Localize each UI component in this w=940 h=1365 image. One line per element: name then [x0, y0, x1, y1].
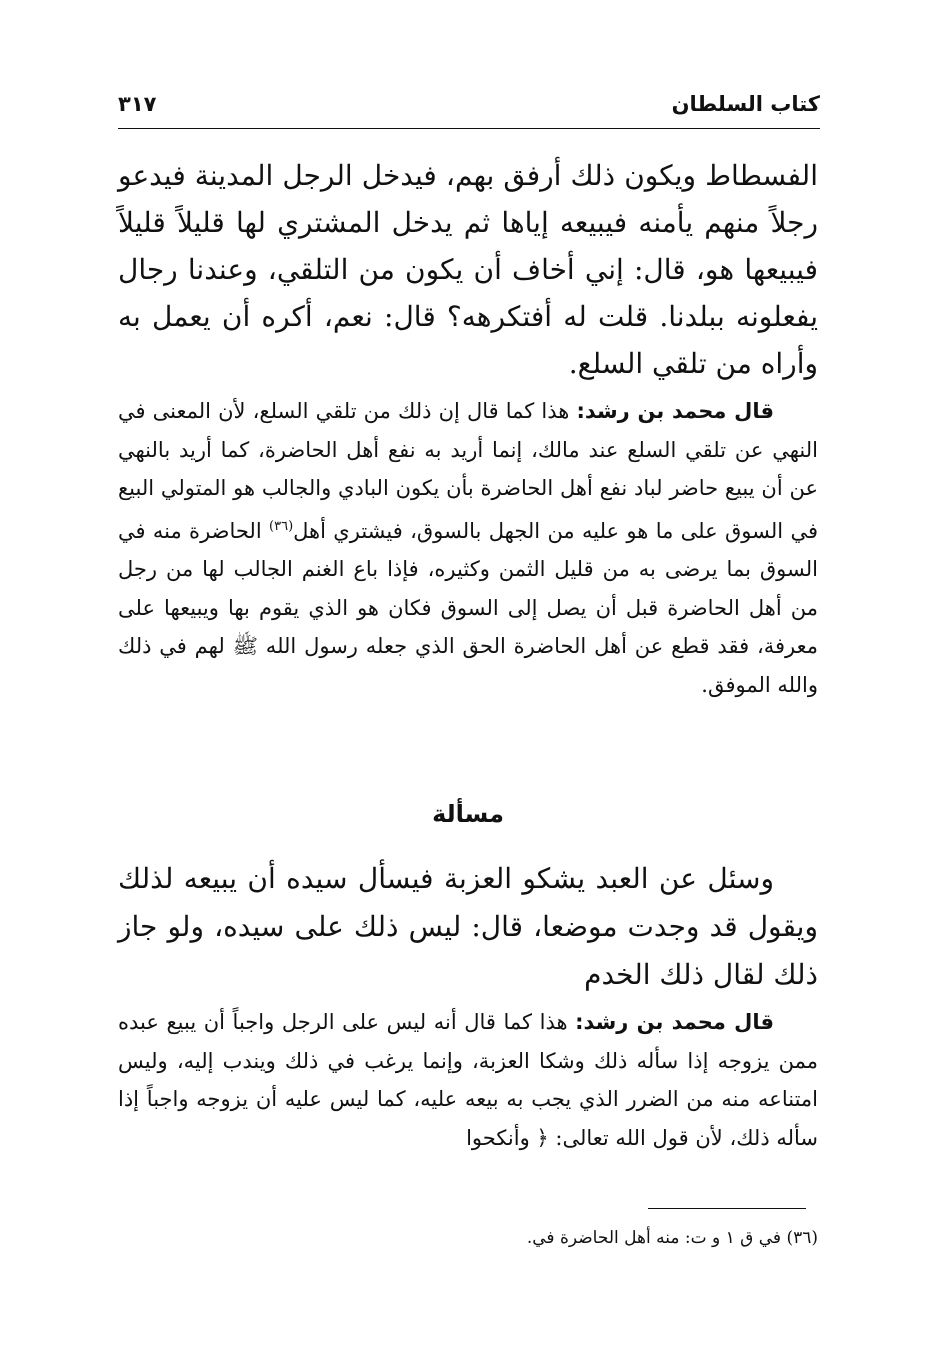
header-title: كتاب السلطان [671, 92, 820, 116]
footnote-reference: (٣٦) [269, 518, 294, 534]
commentary-text-1: هذا كما قال إن ذلك من تلقي السلع، لأن المعنى في النهي عن تلقي السلع عند مالك، إنما أريد به نفع أهل الحاضرة، كما أريد بالنهي عن أن يبيع حاضر لباد نفع أهل الحاضرة بأن يكون البادي والجالب هو المتولي البيع في السوق على ما هو عليه من الجهل بالسوق، فيشتري أهل [118, 399, 818, 543]
commentary-speaker-1: قال محمد بن رشد: [576, 399, 774, 423]
commentary-speaker-2: قال محمد بن رشد: [575, 1010, 774, 1034]
running-header [118, 88, 820, 129]
main-text-paragraph-1 [118, 152, 818, 387]
main-text-paragraph-2 [118, 855, 818, 999]
footnote: (٣٦) في ق ١ و ت: منه أهل الحاضرة في. [526, 1228, 818, 1248]
commentary-text-2: هذا كما قال أنه ليس على الرجل واجباً أن يبيع عبده ممن يزوجه إذا سأله ذلك وشكا العزبة، وإنما يرغب في ذلك ويندب إليه، وليس امتناعه منه من الضرر الذي يجب به بيعه عليه، كما ليس عليه أن يزوجه واجباً إذا سأله ذلك، لأن قول الله تعالى: ﴿ وأنكحوا [118, 1010, 818, 1150]
commentary-paragraph-2 [118, 1003, 818, 1157]
footnote-divider [648, 1208, 806, 1209]
page-number: ٣١٧ [118, 92, 157, 116]
main-text-2: وسئل عن العبد يشكو العزبة فيسأل سيده أن يبيعه لذلك ويقول قد وجدت موضعا، قال: ليس ذلك على سيده، ولو جاز ذلك لقال ذلك الخدم [118, 862, 818, 991]
commentary-text-1-continued: الحاضرة منه في السوق بما يرضى به من قليل الثمن وكثيره، فإذا باع الغنم الجالب لها من رجل من أهل الحاضرة قبل أن يصل إلى السوق فكان هو الذي يقوم بها ويبيعها على معرفة، فقد قطع عن أهل الحاضرة الحق الذي جعله رسول الله ﷺ لهم في ذلك والله الموفق. [118, 518, 818, 697]
section-heading: مسألة [432, 800, 504, 828]
commentary-paragraph-1 [118, 392, 818, 704]
main-text-1: الفسطاط ويكون ذلك أرفق بهم، فيدخل الرجل المدينة فيدعو رجلاً منهم يأمنه فيبيعه إياها ثم يدخل المشتري لها قليلاً قليلاً فيبيعها هو، قال: إني أخاف أن يكون من التلقي، وعندنا رجال يفعلونه ببلدنا. قلت له أفتكرهه؟ قال: نعم، أكره أن يعمل به وأراه من تلقي السلع. [118, 159, 818, 380]
